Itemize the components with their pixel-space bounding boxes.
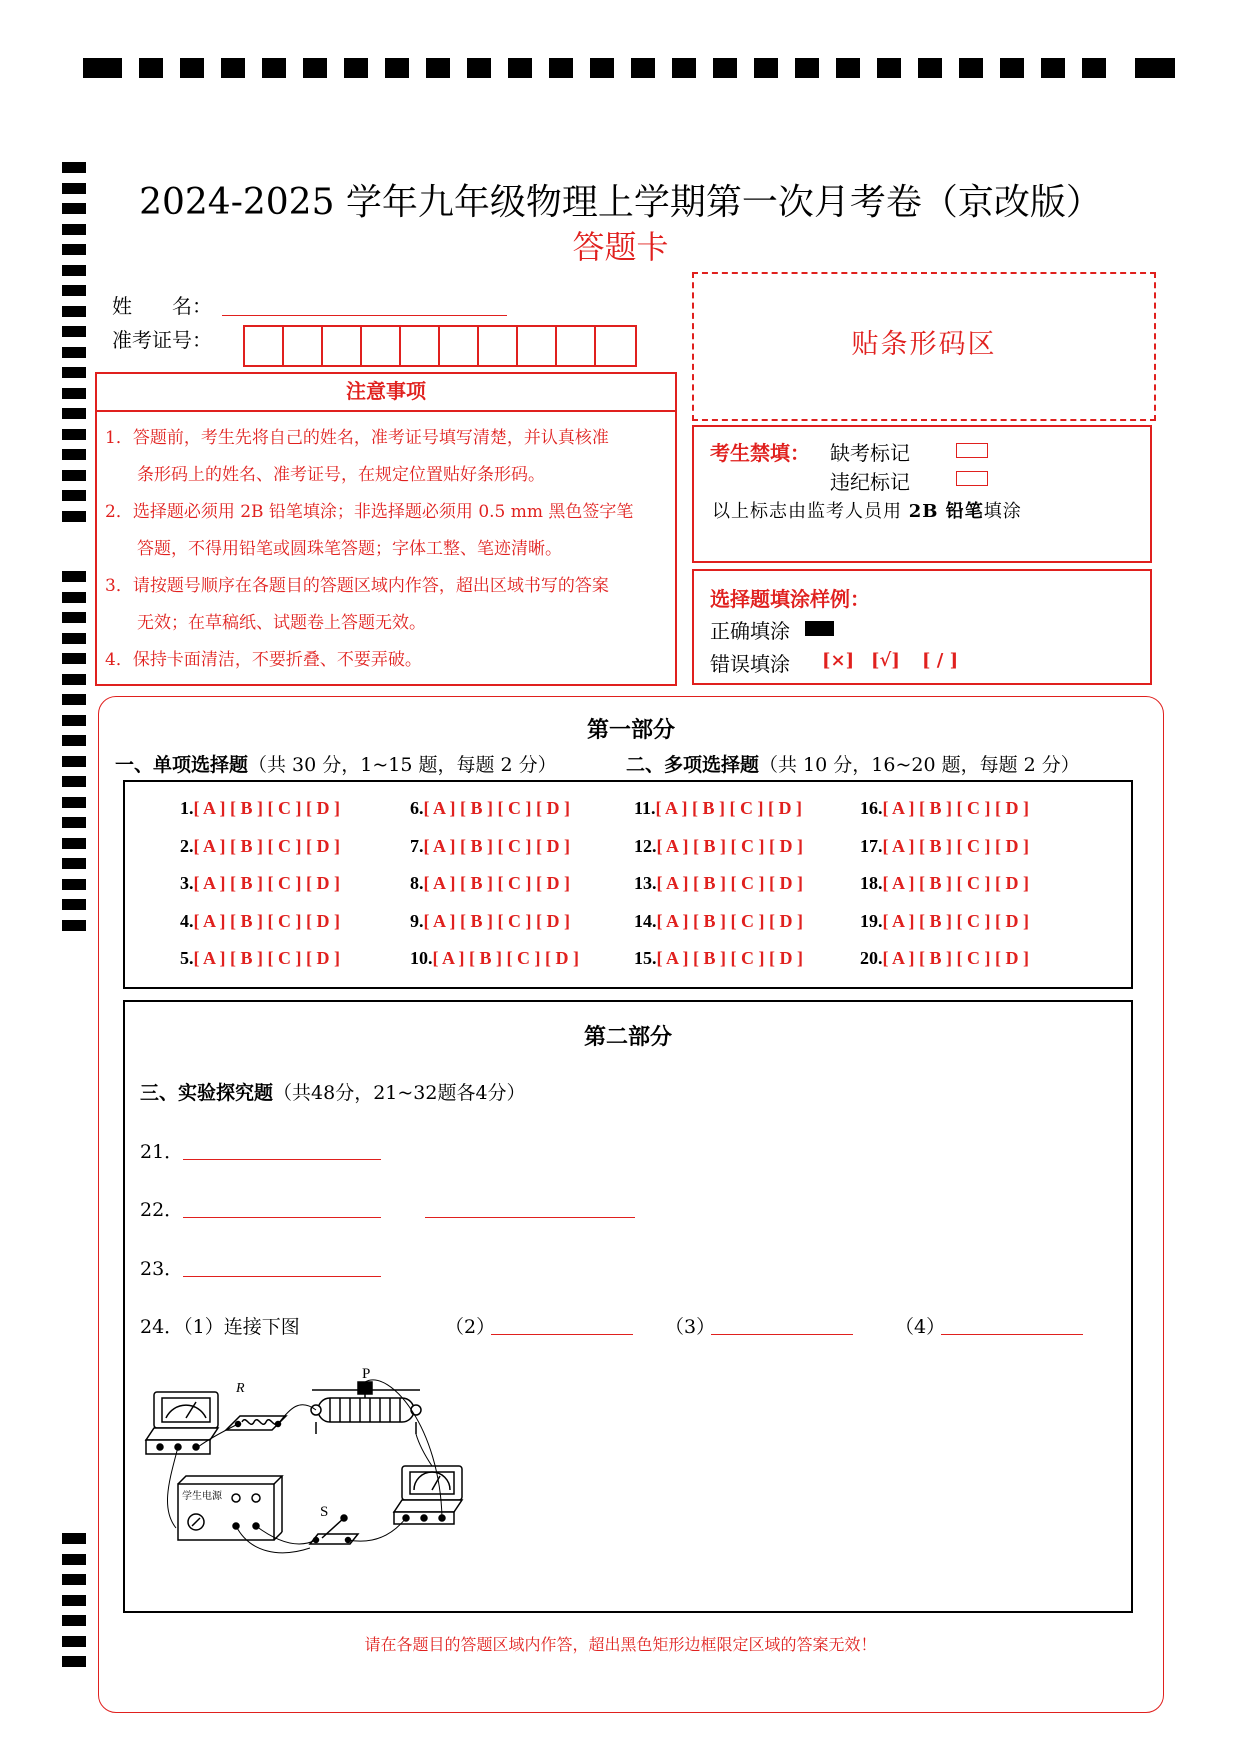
power-supply-label: 学生电源 [182, 1491, 222, 1502]
answer-options[interactable]: [ A ] [ B ] [ C ] [ D ] [882, 798, 1029, 818]
switch [310, 1515, 358, 1544]
section2-heading [626, 750, 1080, 777]
q22-label: 22． [140, 1199, 184, 1221]
q24-part3-label: （3） [665, 1316, 716, 1338]
answer-options[interactable]: [ A ] [ B ] [ C ] [ D ] [193, 836, 340, 856]
question-row[interactable] [634, 911, 803, 932]
answer-options[interactable]: [ A ] [ B ] [ C ] [ D ] [423, 911, 570, 931]
question-row[interactable] [860, 873, 1029, 894]
correct-fill-label: 正确填涂 [710, 619, 790, 643]
answer-options[interactable]: [ A ] [ B ] [ C ] [ D ] [193, 911, 340, 931]
rheostat [311, 1382, 421, 1434]
section1-heading-rest: （共 30 分，1~15 题，每题 2 分） [248, 754, 557, 776]
proctor-note [712, 497, 1022, 523]
section3-heading [140, 1078, 526, 1105]
resistor-label: R [236, 1381, 245, 1396]
question-number: 16. [860, 798, 883, 818]
power-supply [178, 1476, 282, 1540]
question-row[interactable] [410, 836, 570, 857]
question-number: 19. [860, 911, 883, 931]
note-line: 答题，不得用铅笔或圆珠笔答题；字体工整、笔迹清晰。 [137, 539, 562, 559]
answer-options[interactable]: [ A ] [ B ] [ C ] [ D ] [655, 798, 802, 818]
q23-label: 23． [140, 1258, 184, 1280]
answer-options[interactable]: [ A ] [ B ] [ C ] [ D ] [423, 798, 570, 818]
wrong-mark-check: [√] [871, 650, 900, 671]
note-line: 1．答题前，考生先将自己的姓名，准考证号填写清楚，并认真核准 [105, 428, 609, 448]
absent-checkbox[interactable] [956, 443, 988, 458]
note-line: 无效；在草稿纸、试题卷上答题无效。 [137, 613, 426, 633]
answer-options[interactable]: [ A ] [ B ] [ C ] [ D ] [193, 798, 340, 818]
part2-title: 第二部分 [583, 1025, 672, 1050]
question-number: 12. [634, 836, 657, 856]
answer-options[interactable]: [ A ] [ B ] [ C ] [ D ] [193, 873, 340, 893]
question-number: 7. [410, 836, 424, 856]
question-number: 5. [180, 948, 194, 968]
question-row[interactable] [410, 798, 570, 819]
wrong-mark-x: [×] [822, 650, 855, 671]
notes-list [95, 410, 697, 696]
q24-part2-label: （2） [445, 1316, 496, 1338]
q23-answer-line[interactable] [183, 1276, 381, 1277]
question-number: 2. [180, 836, 194, 856]
section1-heading [115, 750, 557, 777]
section2-heading-bold: 二、多项选择题 [626, 754, 760, 776]
answer-options[interactable]: [ A ] [ B ] [ C ] [ D ] [656, 836, 803, 856]
proctor-note-suffix: 填涂 [983, 501, 1022, 522]
answer-options[interactable]: [ A ] [ B ] [ C ] [ D ] [193, 948, 340, 968]
question-row[interactable] [860, 798, 1029, 819]
violation-checkbox[interactable] [956, 471, 988, 486]
question-row[interactable] [860, 948, 1029, 969]
question-number: 6. [410, 798, 424, 818]
answer-options[interactable]: [ A ] [ B ] [ C ] [ D ] [656, 911, 803, 931]
switch-label: S [320, 1504, 329, 1520]
q24-part4-label: （4） [895, 1316, 946, 1338]
answer-options[interactable]: [ A ] [ B ] [ C ] [ D ] [423, 836, 570, 856]
question-row[interactable] [180, 911, 340, 932]
page-title: 2024-2025 学年九年级物理上学期第一次月考卷（京改版） [139, 182, 1102, 223]
absent-label: 缺考标记 [830, 441, 910, 465]
q24-part4-answer-line[interactable] [941, 1334, 1083, 1335]
section3-heading-rest: （共48分，21~32题各4分） [273, 1082, 526, 1104]
part1-title: 第一部分 [586, 718, 675, 743]
answer-options[interactable]: [ A ] [ B ] [ C ] [ D ] [882, 911, 1029, 931]
name-field[interactable] [222, 315, 507, 316]
answer-options[interactable]: [ A ] [ B ] [ C ] [ D ] [432, 948, 579, 968]
note-line: 3．请按题号顺序在各题目的答题区域内作答，超出区域书写的答案 [105, 576, 609, 596]
question-row[interactable] [634, 798, 802, 819]
question-row[interactable] [180, 873, 340, 894]
question-row[interactable] [634, 836, 803, 857]
question-row[interactable] [860, 836, 1029, 857]
q24-label: 24．（1）连接下图 [140, 1316, 300, 1338]
question-number: 3. [180, 873, 194, 893]
question-number: 4. [180, 911, 194, 931]
proctor-title: 考生禁填： [710, 441, 810, 465]
correct-fill-sample [805, 621, 834, 636]
q21-answer-line[interactable] [183, 1159, 381, 1160]
proctor-note-bold: 2B 铅笔 [908, 501, 984, 522]
q24-part3-answer-line[interactable] [711, 1334, 853, 1335]
question-number: 1. [180, 798, 194, 818]
question-row[interactable] [634, 873, 803, 894]
answer-options[interactable]: [ A ] [ B ] [ C ] [ D ] [882, 948, 1029, 968]
fill-example-title: 选择题填涂样例： [710, 587, 870, 611]
question-number: 20. [860, 948, 883, 968]
voltmeter-right [394, 1466, 462, 1524]
circuit-diagram[interactable] [140, 1368, 500, 1568]
answer-options[interactable]: [ A ] [ B ] [ C ] [ D ] [882, 873, 1029, 893]
question-number: 17. [860, 836, 883, 856]
wrong-mark-slash: [ / ] [922, 650, 959, 671]
answer-options[interactable]: [ A ] [ B ] [ C ] [ D ] [656, 948, 803, 968]
id-number-boxes[interactable] [243, 325, 637, 367]
section3-heading-bold: 三、实验探究题 [140, 1082, 274, 1104]
question-number: 15. [634, 948, 657, 968]
section1-heading-bold: 一、单项选择题 [115, 754, 249, 776]
question-row[interactable] [410, 948, 579, 969]
answer-options[interactable]: [ A ] [ B ] [ C ] [ D ] [423, 873, 570, 893]
violation-label: 违纪标记 [830, 470, 910, 494]
rheostat-label: P [362, 1368, 371, 1382]
q22-answer-line-2[interactable] [425, 1217, 635, 1218]
proctor-note-prefix: 以上标志由监考人员用 [712, 501, 909, 522]
question-number: 18. [860, 873, 883, 893]
question-number: 10. [410, 948, 433, 968]
question-row[interactable] [180, 798, 340, 819]
q21-label: 21． [140, 1141, 184, 1163]
question-row[interactable] [410, 873, 570, 894]
q22-answer-line-1[interactable] [183, 1217, 381, 1218]
footer-warning: 请在各题目的答题区域内作答，超出黑色矩形边框限定区域的答案无效！ [364, 1635, 877, 1654]
note-line: 条形码上的姓名、准考证号，在规定位置贴好条形码。 [137, 465, 545, 485]
notes-title: 注意事项 [346, 379, 426, 403]
wrong-fill-label: 错误填涂 [710, 652, 790, 676]
timing-marks-top [83, 58, 1175, 80]
question-number: 8. [410, 873, 424, 893]
id-label: 准考证号： [112, 328, 212, 352]
question-number: 13. [634, 873, 657, 893]
barcode-area: 贴条形码区 [692, 272, 1156, 421]
question-row[interactable] [180, 836, 340, 857]
name-label: 姓 名： [112, 294, 212, 318]
question-number: 11. [634, 798, 656, 818]
answer-options[interactable]: [ A ] [ B ] [ C ] [ D ] [656, 873, 803, 893]
question-row[interactable] [180, 948, 340, 969]
question-number: 9. [410, 911, 424, 931]
section2-heading-rest: （共 10 分，16~20 题，每题 2 分） [759, 754, 1080, 776]
ammeter-left [146, 1392, 218, 1454]
note-line: 2．选择题必须用 2B 铅笔填涂；非选择题必须用 0.5 mm 黑色签字笔 [105, 502, 634, 522]
question-row[interactable] [410, 911, 570, 932]
q24-part2-answer-line[interactable] [491, 1334, 633, 1335]
resistor [226, 1416, 286, 1430]
question-row[interactable] [634, 948, 803, 969]
answer-options[interactable]: [ A ] [ B ] [ C ] [ D ] [882, 836, 1029, 856]
page-subtitle: 答题卡 [572, 228, 669, 266]
note-line: 4．保持卡面清洁，不要折叠、不要弄破。 [105, 650, 422, 670]
question-row[interactable] [860, 911, 1029, 932]
question-number: 14. [634, 911, 657, 931]
